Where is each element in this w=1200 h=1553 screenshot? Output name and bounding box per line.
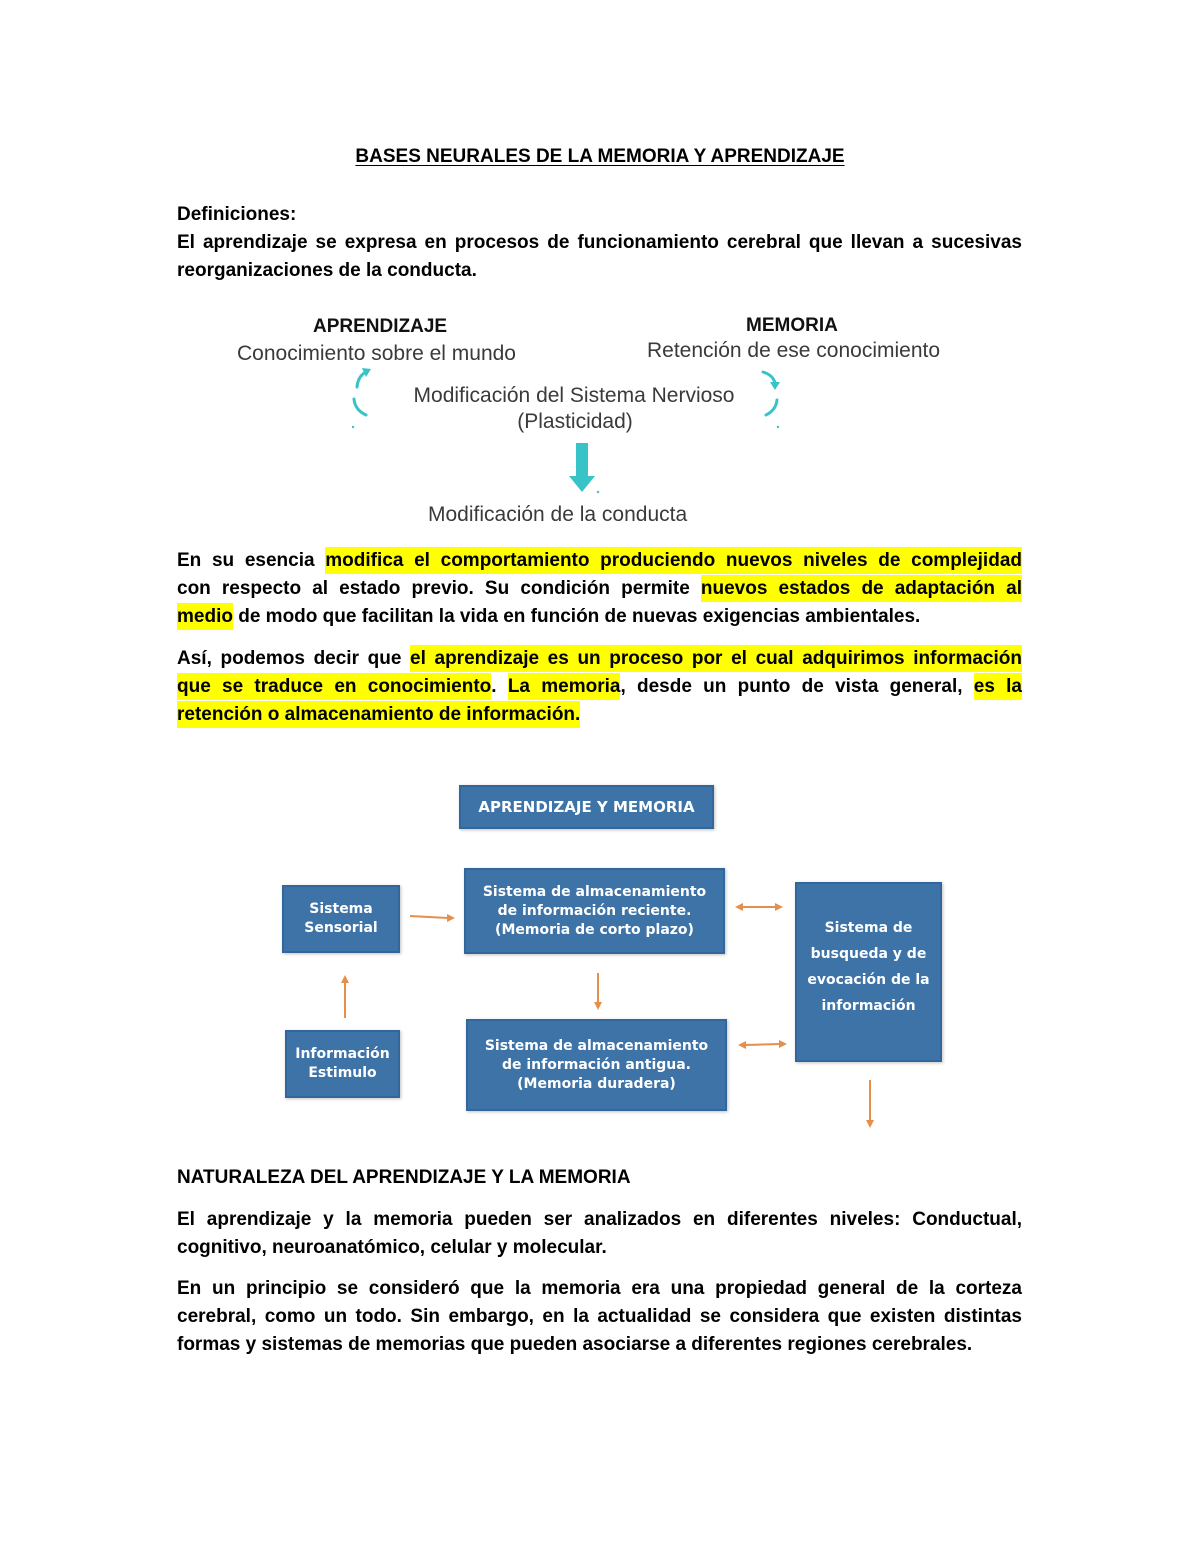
- box-text-line: busqueda y de: [810, 946, 927, 962]
- text-line: [177, 229, 1022, 257]
- definiciones-label: Definiciones:: [177, 204, 297, 225]
- short-term-retrieval-double-arrow-icon: [735, 903, 783, 911]
- text-segment: , desde un punto de vista general,: [620, 676, 974, 697]
- long-term-memory-box: [466, 1019, 727, 1111]
- highlighted-text: retención o almacenamiento de información.: [177, 701, 580, 728]
- highlighted-text: es la: [974, 673, 1022, 700]
- box-text-line: (Memoria duradera): [517, 1075, 676, 1092]
- text-segment: con respecto al estado previo. Su condición permite: [177, 578, 701, 599]
- box-text-line: Estimulo: [308, 1065, 377, 1081]
- naturaleza-paragraph-2: [177, 1275, 1022, 1359]
- text-line: [177, 603, 1022, 631]
- arrow-head-right: [779, 1040, 787, 1048]
- right-cycle-dot: [777, 426, 779, 428]
- aprendizaje-description: Conocimiento sobre el mundo: [237, 342, 516, 365]
- esencia-paragraph: [177, 547, 1022, 631]
- page-title: BASES NEURALES DE LA MEMORIA Y APRENDIZAJE: [355, 146, 845, 167]
- text-segment: de modo que facilitan la vida en función de nuevas exigencias ambientales.: [232, 606, 921, 627]
- naturaleza-paragraph-1: [177, 1206, 1022, 1262]
- highlighted-text: nuevos estados de adaptación al: [701, 575, 1022, 602]
- box-text-line: evocación de la: [807, 972, 930, 988]
- arrow-head: [866, 1120, 874, 1128]
- arrow-head: [594, 1002, 602, 1010]
- arrow-head-left: [735, 903, 743, 911]
- box-text-line: Sistema de: [824, 920, 913, 936]
- sensory-to-short-term-arrow-icon: [410, 914, 455, 922]
- text-segment: cognitivo, neuroanatómico, celular y molecular.: [177, 1237, 607, 1258]
- left-cycle-arc-bottom: [354, 399, 366, 415]
- aprendizaje-title: APRENDIZAJE: [313, 316, 448, 337]
- sensory-system-box: [282, 885, 400, 953]
- left-cycle-arrowhead: [362, 368, 371, 377]
- text-segment: Así, podemos decir que: [177, 648, 411, 669]
- text-line: [177, 645, 1022, 673]
- memoria-title: MEMORIA: [746, 315, 838, 336]
- text-segment: reorganizaciones de la conducta.: [177, 260, 477, 281]
- retrieval-output-arrow-icon: [866, 1080, 874, 1128]
- text-line: [177, 1206, 1022, 1234]
- box-text-line: Sistema de almacenamiento: [482, 883, 707, 900]
- arrow-head-right: [775, 903, 783, 911]
- stimulus-information-box: [285, 1030, 400, 1098]
- memoria-description: Retención de ese conocimiento: [647, 339, 941, 362]
- plasticity-label-line2: (Plasticidad): [517, 410, 633, 433]
- box-text-line: Información: [295, 1046, 390, 1062]
- asi-paragraph: [177, 645, 1022, 729]
- definiciones-paragraph: [177, 229, 1022, 285]
- text-segment: .: [491, 676, 508, 697]
- down-arrow-icon: [569, 443, 595, 492]
- text-line: [177, 1234, 1022, 1262]
- box-text-line: de información reciente.: [497, 902, 692, 919]
- highlighted-text: el aprendizaje es un proceso por el cual adquirimos información: [410, 645, 1022, 672]
- left-cycle-arc-top: [357, 372, 366, 387]
- box-text-line: Sensorial: [304, 920, 378, 936]
- arrow-shaft: [745, 1044, 780, 1045]
- short-to-long-term-arrow-icon: [594, 973, 602, 1010]
- box-text-line: información: [821, 998, 916, 1014]
- box-text-line: de información antigua.: [501, 1056, 692, 1073]
- text-line: [177, 1331, 1022, 1359]
- down-arrow-dot: [597, 491, 599, 493]
- long-term-retrieval-double-arrow-icon: [738, 1040, 787, 1049]
- plasticity-label-line1: Modificación del Sistema Nervioso: [413, 384, 735, 407]
- diagram-header-text: APRENDIZAJE Y MEMORIA: [478, 797, 695, 816]
- text-segment: formas y sistemas de memorias que pueden asociarse a diferentes regiones cerebrales.: [177, 1334, 973, 1355]
- text-line: [177, 673, 1022, 701]
- highlighted-text: modifica el comportamiento produciendo nuevos niveles de complejidad: [325, 547, 1022, 574]
- highlighted-text: La memoria: [508, 673, 621, 700]
- arrow-head: [447, 914, 455, 922]
- text-line: [177, 701, 1022, 729]
- arrow-head: [341, 975, 349, 983]
- arrow-shaft: [410, 916, 448, 918]
- box-text-line: Sistema: [309, 901, 373, 917]
- box-text-line: (Memoria de corto plazo): [495, 921, 694, 938]
- right-cycle-arc-top: [763, 372, 775, 383]
- behavior-change-label: Modificación de la conducta: [428, 503, 688, 526]
- text-line: [177, 547, 1022, 575]
- text-segment: cerebral, como un todo. Sin embargo, en la actualidad se considera que existen distintas: [177, 1306, 1022, 1327]
- text-segment: El aprendizaje y la memoria pueden ser analizados en diferentes niveles: Conductual,: [177, 1209, 1022, 1230]
- definiciones-section: [177, 201, 1022, 285]
- short-term-memory-box: [464, 868, 725, 954]
- highlighted-text: que se traduce en conocimiento: [177, 673, 491, 700]
- retrieval-system-box: [795, 882, 942, 1062]
- left-cycle-dot: [352, 426, 354, 428]
- left-cycle-arrow-icon: [352, 368, 371, 428]
- text-line: [177, 1275, 1022, 1303]
- text-segment: En un principio se consideró que la memoria era una propiedad general de la corteza: [177, 1278, 1022, 1299]
- naturaleza-heading: NATURALEZA DEL APRENDIZAJE Y LA MEMORIA: [177, 1167, 631, 1188]
- text-line: [177, 575, 1022, 603]
- stimulus-to-sensory-arrow-icon: [341, 975, 349, 1018]
- diagram-header-box: [459, 785, 714, 829]
- highlighted-text: medio: [177, 603, 233, 630]
- text-line: [177, 257, 1022, 285]
- box-text-line: Sistema de almacenamiento: [484, 1037, 709, 1054]
- text-segment: En su esencia: [177, 550, 326, 571]
- arrow-head-left: [738, 1041, 746, 1049]
- text-line: [177, 1303, 1022, 1331]
- text-segment: El aprendizaje se expresa en procesos de funcionamiento cerebral que llevan a sucesivas: [177, 232, 1022, 253]
